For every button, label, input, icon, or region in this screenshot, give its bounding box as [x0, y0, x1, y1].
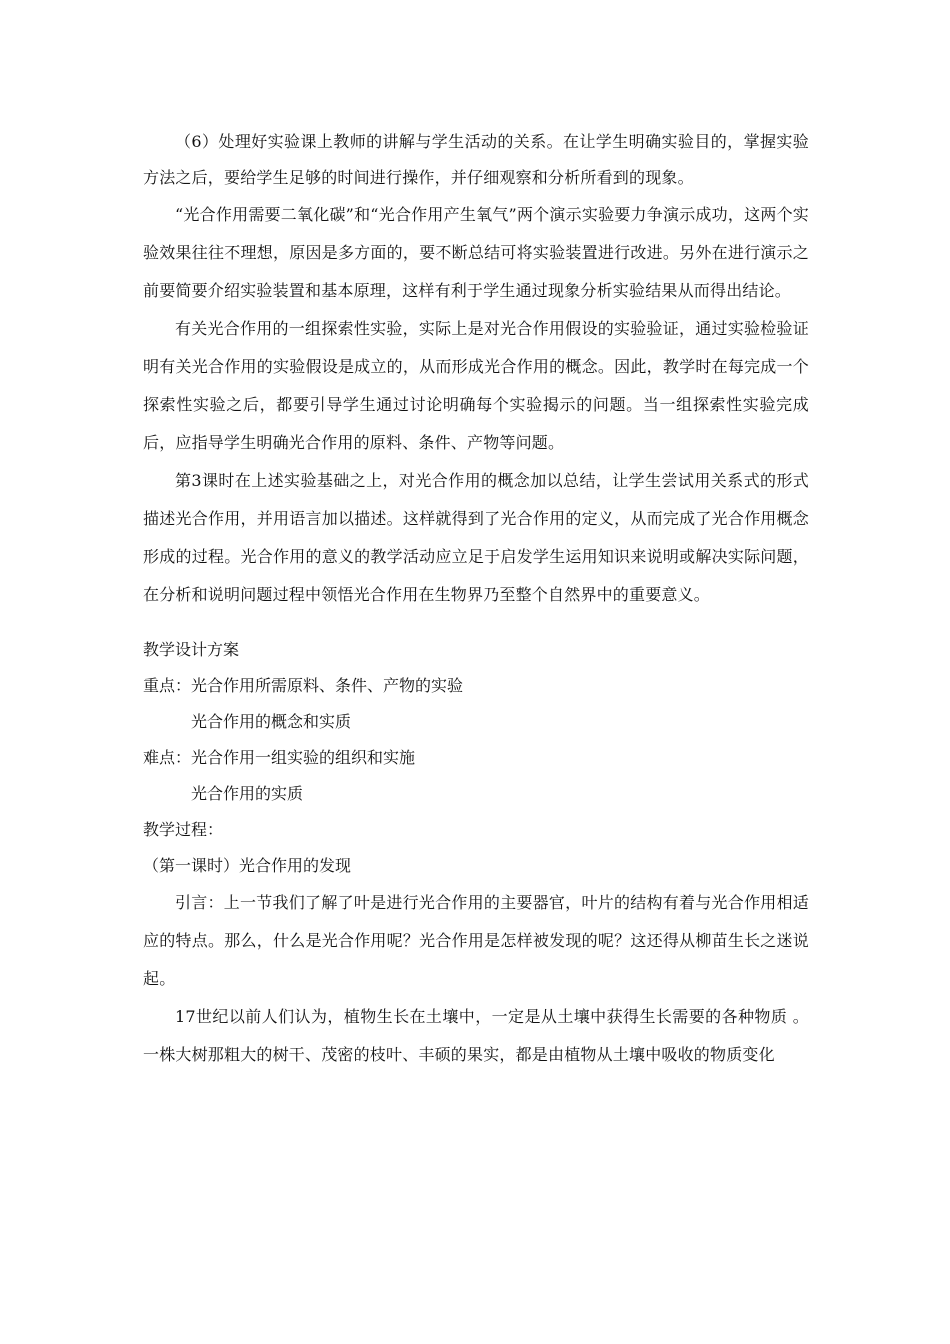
plan-title: 教学设计方案: [143, 640, 240, 659]
key-points-line-2: 光合作用的概念和实质: [191, 712, 352, 731]
process-title: 教学过程：: [143, 820, 224, 839]
paragraph-exploratory-experiments: 有关光合作用的一组探索性实验，实际上是对光合作用假设的实验验证，通过实验检验证明有关光合作用的实验假设是成立的，从而形成光合作用的概念。因此，教学时在每完成一个探索性实验之后，都要引导学生通过讨论明确每个实验揭示的问题。当一组探索性实验完成后，应指导学生明确光合作用的原料、条件、产物等问题。: [143, 319, 809, 452]
difficulties-line-2: 光合作用的实质: [191, 784, 304, 803]
paragraph-17th-century: 17世纪以前人们认为，植物生长在土壤中，一定是从土壤中获得生长需要的各种物质 。一株大树那粗大的树干、茂密的枝叶、丰硕的果实，都是由植物从土壤中吸收的物质变化: [143, 1007, 809, 1064]
paragraph-third-lesson: 第3课时在上述实验基础之上，对光合作用的概念加以总结，让学生尝试用关系式的形式描述光合作用，并用语言加以描述。这样就得到了光合作用的定义，从而完成了光合作用概念形成的过程。光合作用的意义的教学活动应立足于启发学生运用知识来说明或解决实际问题，在分析和说明问题过程中领悟光合作用在生物界乃至整个自然界中的重要意义。: [143, 471, 809, 604]
difficulties-line-1: 难点：光合作用一组实验的组织和实施: [143, 748, 416, 767]
section-gap: [143, 614, 809, 632]
key-points-line-1: 重点：光合作用所需原料、条件、产物的实验: [143, 676, 464, 695]
lesson-title: （第一课时）光合作用的发现: [143, 856, 352, 875]
paragraph-experiment-lecture: （6）处理好实验课上教师的讲解与学生活动的关系。在让学生明确实验目的，掌握实验方法之后，要给学生足够的时间进行操作，并仔细观察和分析所看到的现象。: [143, 132, 809, 187]
paragraph-demo-experiments: “光合作用需要二氧化碳”和“光合作用产生氧气”两个演示实验要力争演示成功，这两个实验效果往往不理想，原因是多方面的，要不断总结可将实验装置进行改进。另外在进行演示之前要简要介绍实验装置和基本原理，这样有利于学生通过现象分析实验结果从而得出结论。: [143, 205, 809, 300]
document-body: [143, 124, 809, 1074]
paragraph-introduction: 引言：上一节我们了解了叶是进行光合作用的主要器官，叶片的结构有着与光合作用相适应的特点。那么，什么是光合作用呢？光合作用是怎样被发现的呢？这还得从柳苗生长之迷说起。: [143, 893, 809, 988]
